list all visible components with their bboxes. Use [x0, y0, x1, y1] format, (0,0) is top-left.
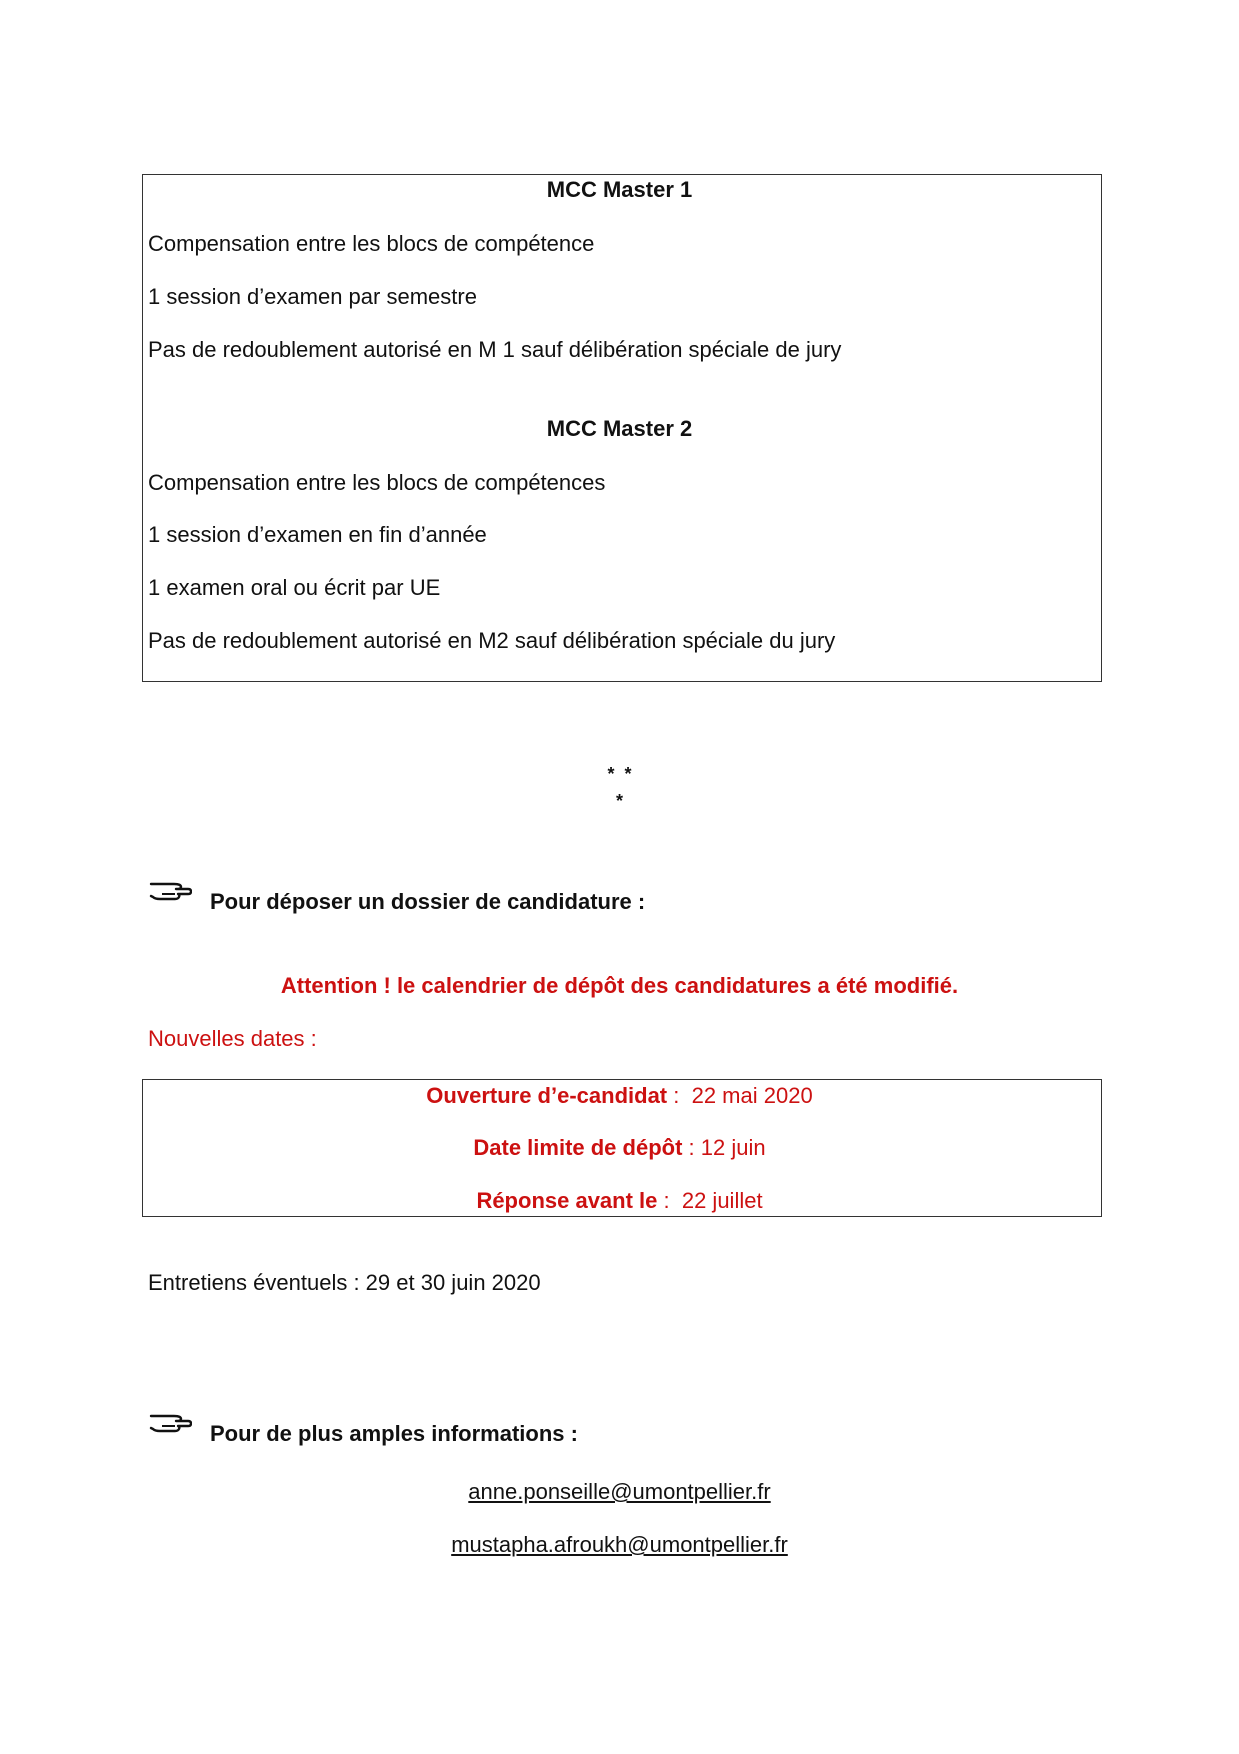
calendar-warning: Attention ! le calendrier de dépôt des candidatures a été modifié. — [280, 973, 959, 998]
email-row-1 — [0, 1479, 1239, 1505]
mcc-master1-line-1: Compensation entre les blocs de compétence — [148, 231, 595, 256]
date-sep-response: : — [657, 1188, 682, 1213]
mcc-master2-line-4: Pas de redoublement autorisé en M2 sauf délibération spéciale du jury — [148, 628, 836, 653]
mcc-master1-title: MCC Master 1 — [546, 177, 693, 202]
email-row-2 — [0, 1532, 1239, 1558]
interviews-text: Entretiens éventuels : 29 et 30 juin 2020 — [148, 1270, 541, 1295]
new-dates-label: Nouvelles dates : — [148, 1026, 317, 1051]
mcc-master2-line-2: 1 session d’examen en fin d’année — [148, 522, 487, 547]
separator-stars-top: * * — [607, 764, 632, 784]
date-label-opening: Ouverture d’e-candidat — [426, 1083, 668, 1108]
date-sep-opening: : — [667, 1083, 692, 1108]
mcc-master1-line-3: Pas de redoublement autorisé en M 1 sauf délibération spéciale de jury — [148, 337, 842, 362]
separator-stars-bottom: * — [615, 791, 623, 811]
mcc-master2-line-1: Compensation entre les blocs de compétences — [148, 470, 606, 495]
email-link-ponseille[interactable]: anne.ponseille@umontpellier.fr — [468, 1479, 771, 1504]
email-link-afroukh[interactable]: mustapha.afroukh@umontpellier.fr — [451, 1532, 788, 1557]
date-row-response — [0, 1188, 1239, 1214]
date-value-opening: 22 mai 2020 — [691, 1083, 813, 1108]
mcc-master2-line-3: 1 examen oral ou écrit par UE — [148, 575, 441, 600]
pointing-hand-icon — [148, 1410, 192, 1436]
date-row-deadline — [0, 1135, 1239, 1161]
mcc-master2-title: MCC Master 2 — [546, 416, 693, 441]
date-label-deadline: Date limite de dépôt — [473, 1135, 683, 1160]
date-value-deadline: 12 juin — [700, 1135, 766, 1160]
application-heading: Pour déposer un dossier de candidature : — [210, 889, 646, 914]
date-row-opening — [0, 1083, 1239, 1109]
info-heading: Pour de plus amples informations : — [210, 1421, 578, 1446]
date-sep-deadline: : — [682, 1135, 701, 1160]
pointing-hand-icon — [148, 878, 192, 904]
date-value-response: 22 juillet — [681, 1188, 763, 1213]
date-label-response: Réponse avant le — [476, 1188, 658, 1213]
mcc-master1-line-2: 1 session d’examen par semestre — [148, 284, 477, 309]
